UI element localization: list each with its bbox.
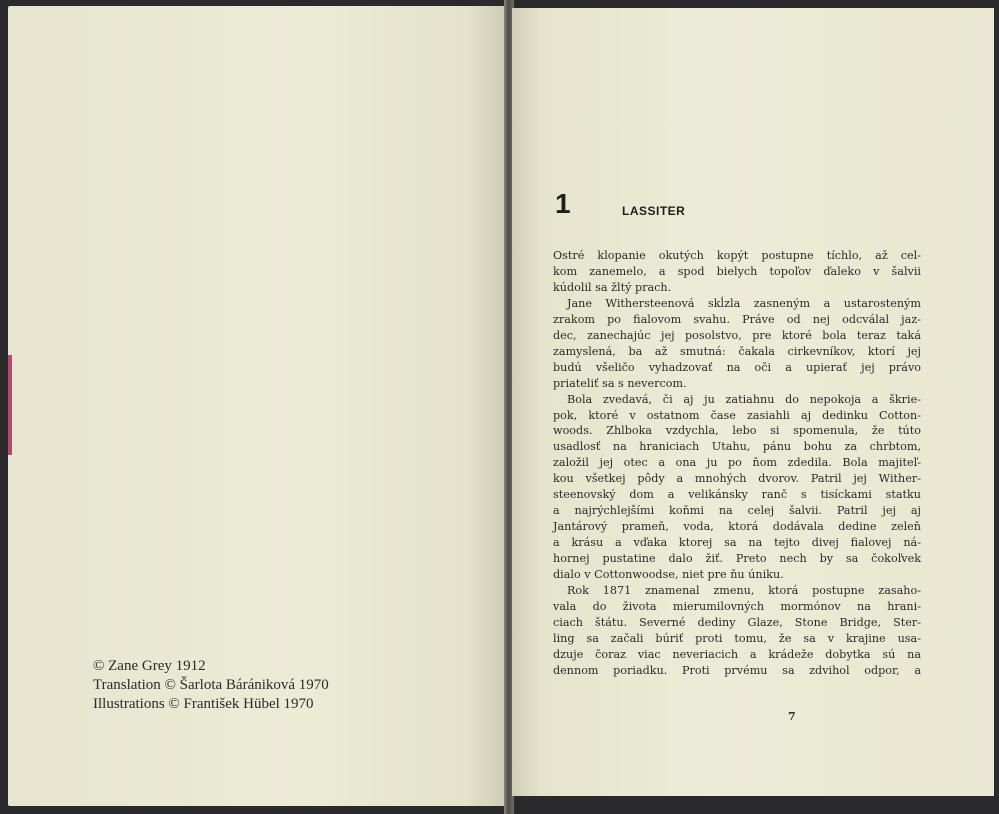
text-line: dialo v Cottonwoodse, niet pre ňu úniku.	[553, 568, 784, 582]
text-line: Rok 1871 znamenal zmenu, ktorá postupne zasaho-	[567, 584, 921, 598]
text-line: dec, zanechajúc jej posolstvo, pre ktoré bola teraz taká	[553, 328, 921, 342]
text-line: pok, ktoré v ostatnom čase zasiahli aj dedinku Cotton-	[553, 408, 921, 422]
text-line: Jantárový prameň, voda, ktorá dodávala dedine zeleň	[553, 520, 921, 534]
text-line: steenovský dom a velikánsky ranč s tisíckami statku	[553, 488, 921, 502]
copyright-line: © Zane Grey 1912	[93, 658, 206, 674]
copyright-notice	[93, 657, 413, 714]
text-line: zrakom po fialovom svahu. Práve od nej odcválal jaz-	[553, 312, 921, 326]
text-line: a krásu a vďaka ktorej sa na tejto divej fialovej ná-	[553, 536, 921, 550]
page-number: 7	[788, 710, 796, 723]
text-line: usadlosť na hraniciach Utahu, pánu bohu za chrbtom,	[553, 440, 921, 454]
text-line: ling sa začali búriť proti tomu, že sa v krajine usa-	[553, 631, 921, 645]
copyright-line: Illustrations © František Hübel 1970	[93, 696, 314, 712]
text-line: dennom poriadku. Proti prvému sa zdvihol odpor, a	[553, 663, 921, 677]
chapter-number: 1	[555, 188, 571, 219]
text-line: budú všeličo vyhadzovať na oči a upierať jej právo	[553, 360, 921, 374]
text-line: hornej pustatine dalo žiť. Preto nech by sa čokoľvek	[553, 552, 921, 566]
text-line: kou všetkej pôdy a mnohých dvorov. Patril jej Wither-	[553, 472, 921, 486]
text-line: zamyslená, ba až smutná: čakala cirkevníkov, ktorí jej	[553, 344, 921, 358]
text-line: Jane Withersteenová skĺzla zasneným a ustarosteným	[567, 296, 921, 310]
text-line: kúdolil sa žltý prach.	[553, 280, 672, 294]
text-line: Bola zvedavá, či aj ju zatiahnu do nepokoja a škrie-	[567, 392, 921, 406]
text-line: dzuje čoraz viac neveriacich a krádeže dobytka sú na	[553, 647, 921, 661]
text-line: priateliť sa s nevercom.	[553, 376, 687, 390]
text-line: ciach štátu. Severné dediny Glaze, Stone Bridge, Ster-	[553, 615, 921, 629]
text-line: kom zanemelo, a spod bielych topoľov ďaleko v šalvii	[553, 264, 921, 278]
text-line: založil jej otec a ona ju po ňom zdedila. Bola majiteľ-	[553, 456, 921, 470]
text-line: vala do života mierumilovných mormónov na hrani-	[553, 599, 921, 613]
page-edge-marker	[8, 355, 12, 455]
chapter-body-text	[553, 248, 921, 679]
text-line: Ostré klopanie okutých kopýt postupne tíchlo, až cel-	[553, 249, 921, 262]
text-line: a najrýchlejšími koňmi na celej šalvii. Patril jej aj	[553, 504, 921, 518]
chapter-title: LASSITER	[622, 204, 686, 218]
copyright-line: Translation © Šarlota Bárániková 1970	[93, 677, 329, 693]
text-line: woods. Zhlboka vzdychla, lebo si spomenula, že túto	[553, 424, 921, 438]
